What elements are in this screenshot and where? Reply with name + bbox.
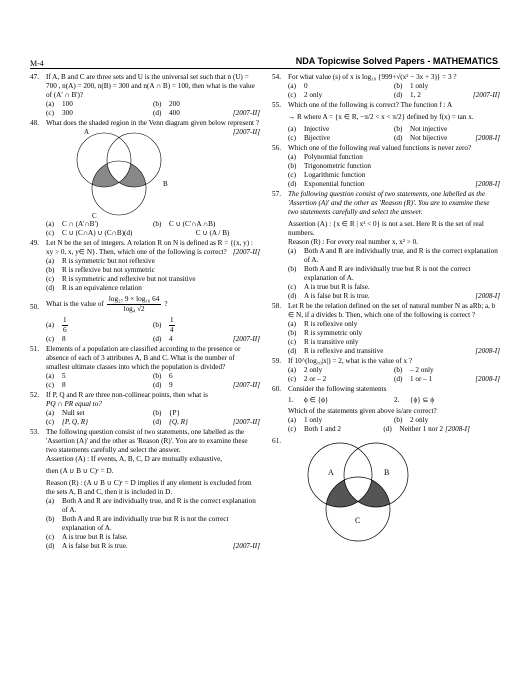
- question-number: 49.: [30, 239, 39, 247]
- question-number: 61.: [272, 437, 281, 445]
- option-text: 200: [169, 100, 180, 108]
- option-letter: (d): [288, 180, 297, 188]
- question-text: If A, B and C are three sets and U is the universal set such that n (U) = 700 , n(A) = 200, n(B) = 300 and n(A ∩ B) = 100, then what is the value of (A' ∩ B')?: [46, 73, 255, 99]
- question-number: 54.: [272, 73, 281, 81]
- option-text: R is symmetric and reflexive but not transitive: [62, 275, 196, 283]
- option-text: 8: [62, 335, 66, 343]
- option-letter: (c): [288, 425, 296, 433]
- option-letter: (c): [46, 275, 54, 283]
- option-text: C ∪ (C'∩A ∩B): [169, 220, 216, 228]
- question-number: 52.: [30, 391, 39, 399]
- option-letter: (b): [288, 329, 297, 337]
- question-48: 48. What does the shaded region in the Venn diagram given below represent ? [2007-II] A B C (a) C ∩ (A'∩B') (b) C ∪ (C'∩A ∩B) (c) C ∪ (C∩A) ∪ (C∩B)(d) C ∪ (A / B): [30, 119, 260, 237]
- question-49: [30, 239, 260, 293]
- option-letter: (a): [288, 320, 296, 328]
- question-text: The following question consist of two statements, one labelled as the 'Assertion (A)' and the other as 'Reason (R)'. You are to examine these two statements carefully and select the answer.: [288, 190, 490, 216]
- option-text: R is symmetric but not reflexive: [62, 257, 155, 265]
- option-text: Not bijective: [410, 134, 448, 142]
- option-text: R is symmetric only: [304, 329, 363, 337]
- option-letter: (c): [46, 381, 54, 389]
- option-text: {P, Q, R}: [62, 418, 88, 426]
- option-letter: (c): [46, 418, 54, 426]
- option-text: R is an equivalence relation: [62, 284, 142, 292]
- question-55: [272, 101, 500, 143]
- question-text: What is the value of: [46, 300, 104, 308]
- fraction: [62, 316, 68, 335]
- fraction-numerator: 1: [63, 316, 67, 324]
- option-letter: (b): [394, 125, 403, 133]
- option-letter: (d): [153, 381, 162, 389]
- question-text: For what value (s) of x is log₁₀ {999+√(x² − 3x + 3)} = 3 ?: [288, 73, 457, 81]
- option-text: 5: [62, 372, 66, 380]
- reason-text: Reason (R) : (A ∪ B ∪ C)ᶜ = D implies if any element is excluded from the sets A, B and C, then it is included in D.: [46, 479, 252, 496]
- option-text: A is false but R is true.: [62, 542, 128, 550]
- fraction: [169, 316, 175, 335]
- option-text: 2 only: [304, 91, 323, 99]
- option-text: Exponential function: [304, 180, 365, 188]
- year-tag: [2007-II]: [232, 542, 260, 550]
- option-text: 1 only: [304, 416, 323, 424]
- option-letter: (b): [46, 515, 55, 523]
- question-51: [30, 345, 260, 390]
- option-text: C ∩ (A'∩B'): [62, 220, 99, 228]
- option-letter: (b): [288, 162, 297, 170]
- option-text: 9: [169, 381, 173, 389]
- year-tag: [2008-I]: [475, 180, 500, 188]
- option-text: 300: [62, 109, 73, 117]
- assertion-text: Assertion (A) : If events, A, B, C, D are mutually exhaustive,: [46, 455, 223, 463]
- option-letter: (a): [46, 409, 54, 417]
- venn-label-b: B: [163, 180, 168, 188]
- option-letter: (a): [288, 82, 296, 90]
- option-letter: (d): [394, 134, 403, 142]
- assertion-text: then (A ∪ B ∪ C)ᶜ = D.: [46, 467, 114, 475]
- question-47: [30, 73, 260, 118]
- option-letter: (a): [46, 220, 54, 228]
- option-text: 4: [169, 335, 173, 343]
- option-letter: (b): [394, 366, 403, 374]
- year-tag: [2007-II]: [232, 248, 260, 256]
- year-tag: [2008-I]: [475, 134, 500, 142]
- option-text: 1, 2: [410, 91, 421, 99]
- option-text: A is true but R is false.: [62, 533, 128, 541]
- question-61: [272, 437, 500, 547]
- option-text: 1 only: [410, 82, 429, 90]
- year-tag: [2007-II]: [232, 128, 260, 136]
- question-text: Which of the statements given above is/are correct?: [288, 407, 437, 415]
- option-text: 2 only: [410, 416, 429, 424]
- option-text: 1 or – 1: [410, 375, 433, 383]
- statement-number: 2.: [394, 396, 400, 404]
- question-number: 58.: [272, 302, 281, 310]
- statement-number: 1.: [288, 396, 294, 404]
- option-letter: (d): [383, 425, 392, 433]
- option-letter: (c): [288, 171, 296, 179]
- question-number: 57.: [272, 190, 281, 198]
- option-letter: (c): [288, 283, 296, 291]
- option-letter: (b): [153, 409, 162, 417]
- option-letter: (b): [46, 266, 55, 274]
- option-letter: (c): [46, 533, 54, 541]
- question-53: [30, 428, 260, 551]
- option-text: R is reflexive but not symmetric: [62, 266, 155, 274]
- option-text: R is transitive only: [304, 338, 359, 346]
- option-text: 8: [62, 381, 66, 389]
- option-letter: (d): [153, 418, 162, 426]
- option-letter: (a): [288, 247, 296, 255]
- option-letter: (c): [46, 109, 54, 117]
- option-letter: (d): [288, 347, 297, 355]
- question-56: [272, 144, 500, 189]
- question-text: What does the shaded region in the Venn diagram given below represent ?: [46, 119, 260, 127]
- venn-diagram-q61: [298, 437, 428, 547]
- option-text: A is false but R is true.: [304, 292, 370, 300]
- option-text: 2 only: [304, 366, 323, 374]
- question-number: 60.: [272, 385, 281, 393]
- fraction-denominator: 4: [170, 326, 174, 334]
- question-number: 50.: [30, 303, 39, 311]
- question-text: Let N be the set of integers. A relation R on N is defined as R = {(x, y) : xy > 0, x, y∈ N}. Then, which one of the following is correct?: [46, 239, 253, 256]
- option-letter: (a): [46, 372, 54, 380]
- option-text: Trigonometric function: [304, 162, 372, 170]
- option-letter: (d): [153, 109, 162, 117]
- venn-label-a: A: [328, 468, 334, 477]
- question-text: The following question consist of two statements, one labelled as the 'Assertion (A)' and the other as 'Reason (R)'. You are to examine these two statements carefully and select the answer.: [46, 428, 248, 454]
- venn-label-c: C: [92, 212, 97, 220]
- option-letter: (d): [46, 542, 55, 550]
- option-text: Both A and R are individually true, and R is the correct explanation of A.: [62, 497, 256, 514]
- option-letter: (b): [153, 100, 162, 108]
- fraction-denominator: log₄ √2: [123, 305, 145, 313]
- option-letter: (c): [288, 375, 296, 383]
- option-letter: (b): [153, 321, 162, 329]
- option-text: {Q, R}: [169, 418, 188, 426]
- venn-label-c: C: [355, 516, 361, 525]
- statement-text: {ϕ} ⊆ ϕ: [410, 396, 435, 404]
- option-text: – 2 only: [410, 366, 434, 374]
- question-text: Which one of the following real valued functions is never zero?: [288, 144, 472, 152]
- question-text: Consider the following statements: [288, 385, 387, 393]
- option-text: A is true but R is false.: [304, 283, 370, 291]
- question-number: 51.: [30, 345, 39, 353]
- option-text: Bijective: [304, 134, 330, 142]
- option-text: Null set: [62, 409, 85, 417]
- year-tag: [2008-I]: [475, 347, 500, 355]
- year-tag: [2008-I]: [445, 425, 470, 433]
- option-letter: (b): [394, 82, 403, 90]
- option-letter: (c): [288, 338, 296, 346]
- running-title: NDA Topicwise Solved Papers - MATHEMATICS: [295, 56, 498, 66]
- question-text: Which one of the following is correct? The function f : A: [288, 101, 453, 109]
- option-letter: (d): [288, 292, 297, 300]
- right-column: [272, 73, 500, 548]
- year-tag: [2007-II]: [232, 381, 260, 389]
- option-text: Neither 1 nor 2: [399, 425, 444, 433]
- question-58: [272, 302, 500, 356]
- question-text: Let R be the relation defined on the set of natural number N as aRb; a, b ∈ N, if a divides b. Then, which one of the following is correct ?: [288, 302, 496, 319]
- assertion-text: Assertion (A) : {x ∈ R | x² < 0} is not a set. Here R is the set of real numbers.: [288, 220, 484, 237]
- question-number: 55.: [272, 101, 281, 109]
- option-letter: (a): [46, 321, 54, 329]
- question-60: [272, 385, 500, 434]
- left-column: [30, 73, 260, 552]
- venn-diagram-q48: [62, 128, 182, 220]
- question-50: [30, 295, 260, 344]
- option-text: Both A and R are individually true, and R is the correct explanation of A.: [304, 247, 498, 264]
- option-text: C ∪ (A / B): [195, 229, 230, 237]
- fraction: [107, 295, 161, 314]
- option-text: Polynomial function: [304, 153, 363, 161]
- option-text: Both A and R are individually true but R is not the correct explanation of A.: [304, 265, 471, 282]
- question-text: → R where A = {x ∈ R, −π/2 < x < π/2} defined by f(x) = tan x.: [288, 113, 474, 121]
- option-letter: (b): [153, 372, 162, 380]
- year-tag: [2008-I]: [475, 292, 500, 300]
- year-tag: [2007-II]: [232, 335, 260, 343]
- option-text: R is reflexive and transitive: [304, 347, 384, 355]
- year-tag: [2007-II]: [232, 418, 260, 426]
- option-letter: (a): [288, 366, 296, 374]
- year-tag: [2007-II]: [472, 91, 500, 99]
- fraction-denominator: 6: [63, 326, 67, 334]
- option-letter: (b): [288, 265, 297, 273]
- question-number: 53.: [30, 428, 39, 436]
- question-number: 47.: [30, 73, 39, 81]
- fraction-numerator: log₂₇ 9 × log₁₆ 64: [108, 295, 160, 303]
- option-letter: (d): [153, 335, 162, 343]
- option-text: 400: [169, 109, 180, 117]
- option-letter: (a): [288, 416, 296, 424]
- option-text: 2 or – 2: [304, 375, 327, 383]
- year-tag: [2007-II]: [232, 109, 260, 117]
- option-letter: (a): [46, 257, 54, 265]
- fraction-numerator: 1: [170, 316, 174, 324]
- option-text: 100: [62, 100, 73, 108]
- question-54: [272, 73, 500, 100]
- option-letter: (b): [394, 416, 403, 424]
- header-rule: [30, 68, 500, 69]
- option-text: Both A and R are individually true but R is not the correct explanation of A.: [62, 515, 229, 532]
- option-letter: (a): [46, 497, 54, 505]
- question-text: PQ ∩ PR equal to?: [46, 400, 102, 408]
- question-number: 48.: [30, 119, 39, 127]
- question-text: Elements of a population are classified according to the presence or absence of each of 3 attributes A, B and C. What is the number of smallest ultimate classes into which the population is divided?: [46, 345, 241, 371]
- option-text: Not injective: [410, 125, 448, 133]
- option-text: C ∪ (C∩A) ∪ (C∩B)(d): [62, 229, 133, 237]
- question-number: 56.: [272, 144, 281, 152]
- option-letter: (c): [288, 91, 296, 99]
- page-number: M-4: [30, 59, 44, 68]
- option-letter: (b): [153, 220, 162, 228]
- question-text: If 10^(log₁₀|x|) = 2, what is the value of x ?: [288, 357, 413, 365]
- option-text: 6: [169, 372, 173, 380]
- venn-label-b: B: [384, 468, 390, 477]
- option-text: {P}: [169, 409, 180, 417]
- option-letter: (c): [288, 134, 296, 142]
- option-text: R is reflexive only: [304, 320, 358, 328]
- option-letter: (d): [46, 284, 55, 292]
- venn-label-a: A: [84, 128, 90, 136]
- option-letter: (a): [46, 100, 54, 108]
- year-tag: [2008-I]: [475, 375, 500, 383]
- option-text: Injective: [304, 125, 330, 133]
- question-text: If P, Q and R are three non-collinear points, then what is: [46, 391, 208, 399]
- option-letter: (a): [288, 125, 296, 133]
- question-59: [272, 357, 500, 384]
- statement-text: ϕ ∈ {ϕ}: [304, 396, 329, 404]
- question-mark: ?: [164, 300, 168, 308]
- question-52: [30, 391, 260, 427]
- option-letter: (c): [46, 335, 54, 343]
- option-text: 0: [304, 82, 308, 90]
- question-number: 59.: [272, 357, 281, 365]
- option-letter: (d): [394, 375, 403, 383]
- option-letter: (a): [288, 153, 296, 161]
- option-text: Both 1 and 2: [304, 425, 341, 433]
- question-57: [272, 190, 500, 301]
- option-letter: (d): [394, 91, 403, 99]
- reason-text: Reason (R) : For every real number x, x² > 0.: [288, 238, 418, 246]
- option-text: Logarithmic function: [304, 171, 366, 179]
